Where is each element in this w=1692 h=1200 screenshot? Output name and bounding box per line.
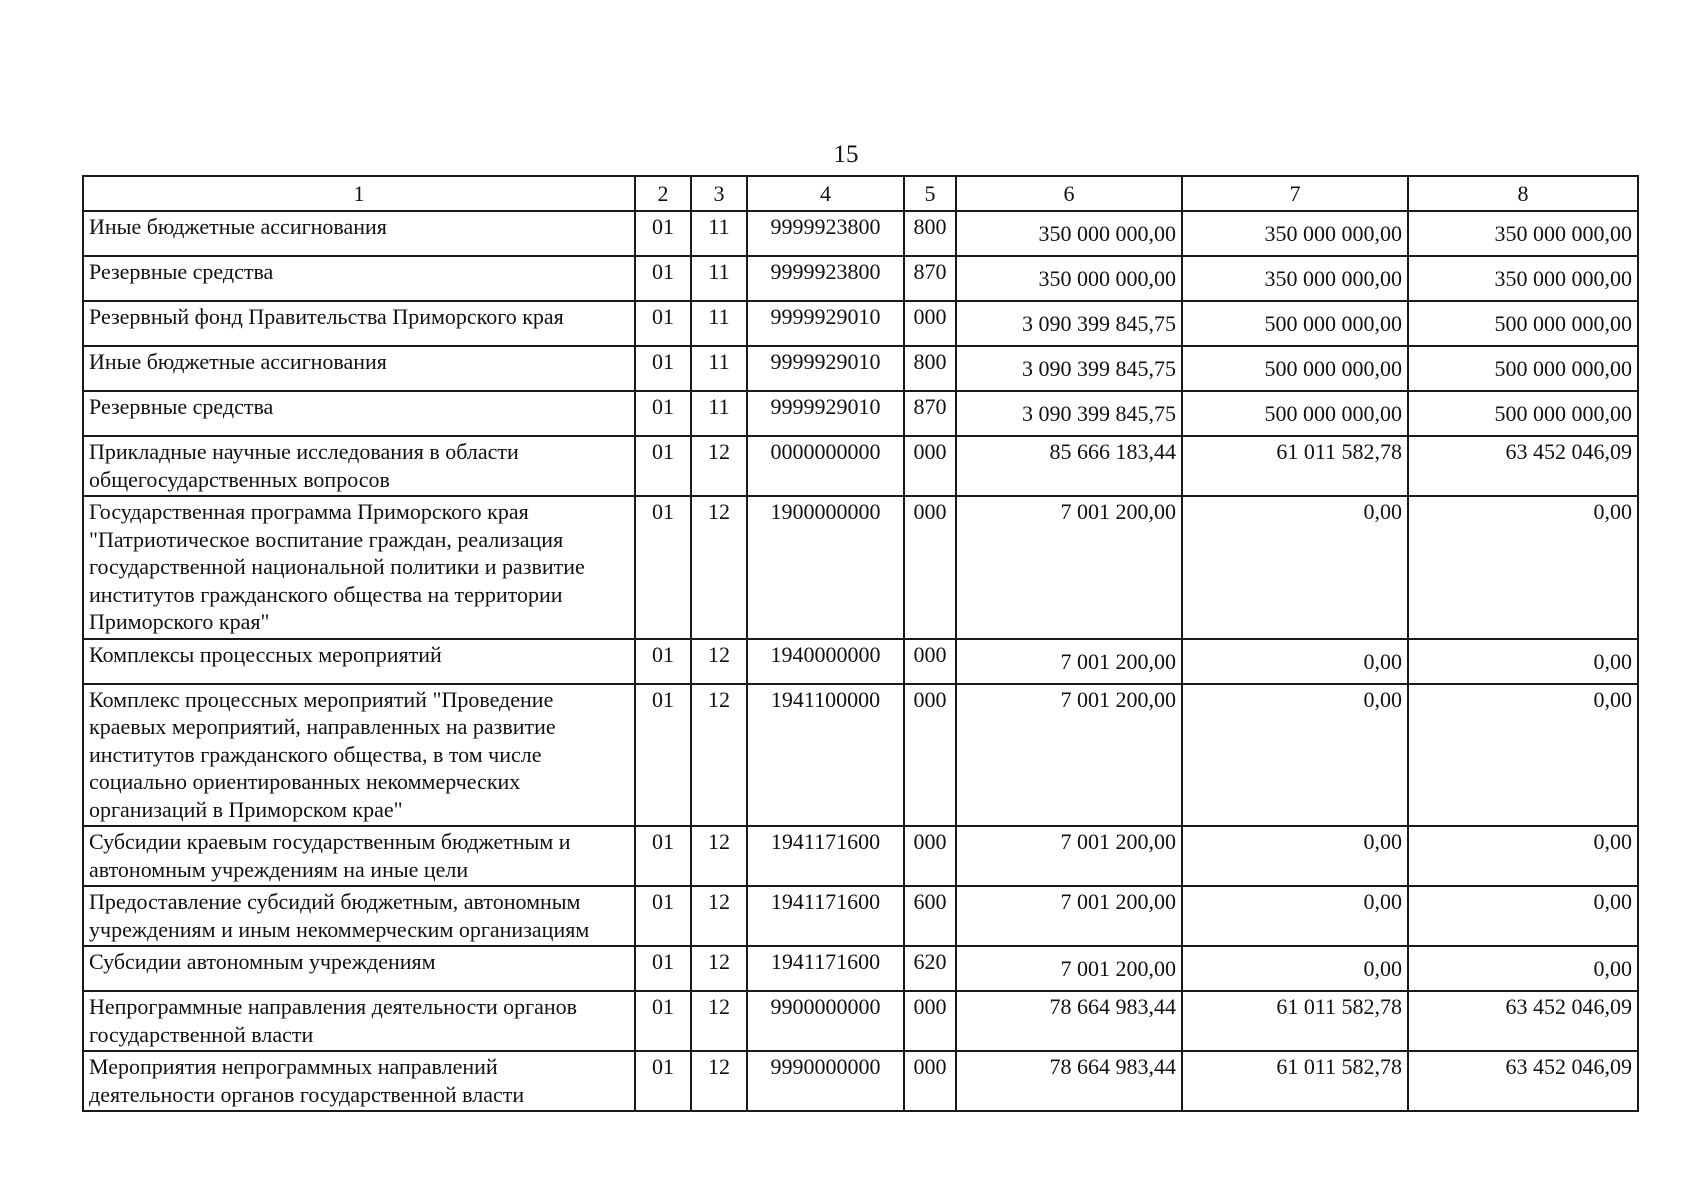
row-name: Комплексы процессных мероприятий <box>83 639 635 684</box>
row-expense-type-code: 000 <box>904 991 956 1051</box>
row-name: Резервный фонд Правительства Приморского края <box>83 301 635 346</box>
row-subsection-code: 11 <box>691 211 747 256</box>
header-col-6: 6 <box>956 176 1182 211</box>
table-row <box>83 1051 1638 1111</box>
row-section-code: 01 <box>635 496 691 639</box>
table-header <box>83 176 1638 211</box>
row-expense-type-code: 000 <box>904 496 956 639</box>
row-section-code: 01 <box>635 639 691 684</box>
row-expense-type-code: 000 <box>904 684 956 827</box>
row-amount-col8: 500 000 000,00 <box>1408 346 1638 391</box>
row-amount-col6: 3 090 399 845,75 <box>956 346 1182 391</box>
header-col-7: 7 <box>1182 176 1408 211</box>
row-amount-col8: 63 452 046,09 <box>1408 1051 1638 1111</box>
row-amount-col6: 7 001 200,00 <box>956 826 1182 886</box>
row-section-code: 01 <box>635 946 691 991</box>
table-row <box>83 436 1638 496</box>
row-subsection-code: 12 <box>691 684 747 827</box>
row-target-code: 9990000000 <box>747 1051 904 1111</box>
budget-table <box>82 175 1639 1112</box>
row-subsection-code: 11 <box>691 346 747 391</box>
header-col-5: 5 <box>904 176 956 211</box>
row-amount-col8: 350 000 000,00 <box>1408 256 1638 301</box>
row-subsection-code: 12 <box>691 991 747 1051</box>
row-expense-type-code: 000 <box>904 826 956 886</box>
row-amount-col8: 0,00 <box>1408 684 1638 827</box>
row-expense-type-code: 870 <box>904 256 956 301</box>
row-amount-col6: 78 664 983,44 <box>956 1051 1182 1111</box>
row-amount-col6: 85 666 183,44 <box>956 436 1182 496</box>
row-name: Государственная программа Приморского края "Патриотическое воспитание граждан, реализация государственной национальной политики и развитие институтов гражданского общества на территории Приморского края" <box>83 496 635 639</box>
row-amount-col7: 0,00 <box>1182 639 1408 684</box>
header-col-2: 2 <box>635 176 691 211</box>
row-expense-type-code: 620 <box>904 946 956 991</box>
row-subsection-code: 12 <box>691 639 747 684</box>
row-expense-type-code: 600 <box>904 886 956 946</box>
table-row <box>83 886 1638 946</box>
row-expense-type-code: 000 <box>904 1051 956 1111</box>
row-target-code: 1900000000 <box>747 496 904 639</box>
row-amount-col8: 0,00 <box>1408 496 1638 639</box>
row-name: Резервные средства <box>83 391 635 436</box>
row-subsection-code: 11 <box>691 301 747 346</box>
row-amount-col7: 61 011 582,78 <box>1182 436 1408 496</box>
row-target-code: 1941100000 <box>747 684 904 827</box>
row-target-code: 0000000000 <box>747 436 904 496</box>
row-section-code: 01 <box>635 826 691 886</box>
row-amount-col7: 0,00 <box>1182 946 1408 991</box>
row-amount-col6: 3 090 399 845,75 <box>956 391 1182 436</box>
row-amount-col6: 350 000 000,00 <box>956 256 1182 301</box>
row-target-code: 1941171600 <box>747 946 904 991</box>
row-subsection-code: 12 <box>691 886 747 946</box>
row-name: Субсидии краевым государственным бюджетным и автономным учреждениям на иные цели <box>83 826 635 886</box>
header-col-3: 3 <box>691 176 747 211</box>
row-amount-col8: 0,00 <box>1408 639 1638 684</box>
row-amount-col8: 500 000 000,00 <box>1408 301 1638 346</box>
row-section-code: 01 <box>635 436 691 496</box>
row-name: Иные бюджетные ассигнования <box>83 346 635 391</box>
row-subsection-code: 12 <box>691 946 747 991</box>
table-row <box>83 639 1638 684</box>
row-section-code: 01 <box>635 1051 691 1111</box>
row-amount-col7: 0,00 <box>1182 886 1408 946</box>
table-row <box>83 301 1638 346</box>
row-target-code: 1940000000 <box>747 639 904 684</box>
row-section-code: 01 <box>635 391 691 436</box>
row-subsection-code: 12 <box>691 1051 747 1111</box>
row-amount-col7: 0,00 <box>1182 496 1408 639</box>
row-amount-col6: 7 001 200,00 <box>956 886 1182 946</box>
header-row <box>83 176 1638 211</box>
row-section-code: 01 <box>635 684 691 827</box>
row-amount-col8: 0,00 <box>1408 826 1638 886</box>
row-target-code: 9900000000 <box>747 991 904 1051</box>
row-amount-col8: 0,00 <box>1408 886 1638 946</box>
row-amount-col7: 500 000 000,00 <box>1182 391 1408 436</box>
table-row <box>83 684 1638 827</box>
row-amount-col6: 3 090 399 845,75 <box>956 301 1182 346</box>
row-amount-col6: 7 001 200,00 <box>956 496 1182 639</box>
row-target-code: 1941171600 <box>747 886 904 946</box>
row-amount-col7: 500 000 000,00 <box>1182 346 1408 391</box>
row-expense-type-code: 800 <box>904 346 956 391</box>
table-row <box>83 826 1638 886</box>
row-amount-col6: 7 001 200,00 <box>956 684 1182 827</box>
row-amount-col7: 350 000 000,00 <box>1182 256 1408 301</box>
table-row <box>83 991 1638 1051</box>
header-col-1: 1 <box>83 176 635 211</box>
row-name: Иные бюджетные ассигнования <box>83 211 635 256</box>
table-row <box>83 256 1638 301</box>
row-amount-col6: 7 001 200,00 <box>956 639 1182 684</box>
row-target-code: 1941171600 <box>747 826 904 886</box>
table-row <box>83 946 1638 991</box>
row-amount-col7: 0,00 <box>1182 684 1408 827</box>
row-section-code: 01 <box>635 301 691 346</box>
row-subsection-code: 11 <box>691 256 747 301</box>
row-name: Резервные средства <box>83 256 635 301</box>
row-subsection-code: 12 <box>691 826 747 886</box>
table-row <box>83 211 1638 256</box>
row-target-code: 9999923800 <box>747 256 904 301</box>
row-target-code: 9999929010 <box>747 391 904 436</box>
row-section-code: 01 <box>635 346 691 391</box>
row-amount-col6: 350 000 000,00 <box>956 211 1182 256</box>
row-subsection-code: 12 <box>691 496 747 639</box>
row-target-code: 9999929010 <box>747 301 904 346</box>
row-name: Комплекс процессных мероприятий "Проведение краевых мероприятий, направленных на развитие институтов гражданского общества, в том числе социально ориентированных некоммерческих организаций в Приморском крае" <box>83 684 635 827</box>
row-expense-type-code: 000 <box>904 639 956 684</box>
row-expense-type-code: 000 <box>904 436 956 496</box>
row-amount-col7: 500 000 000,00 <box>1182 301 1408 346</box>
row-section-code: 01 <box>635 991 691 1051</box>
row-name: Прикладные научные исследования в области общегосударственных вопросов <box>83 436 635 496</box>
row-subsection-code: 12 <box>691 436 747 496</box>
row-section-code: 01 <box>635 211 691 256</box>
table-row <box>83 496 1638 639</box>
row-amount-col8: 63 452 046,09 <box>1408 991 1638 1051</box>
row-amount-col8: 350 000 000,00 <box>1408 211 1638 256</box>
row-amount-col6: 78 664 983,44 <box>956 991 1182 1051</box>
row-amount-col7: 61 011 582,78 <box>1182 1051 1408 1111</box>
header-col-8: 8 <box>1408 176 1638 211</box>
row-name: Предоставление субсидий бюджетным, автономным учреждениям и иным некоммерческим организациям <box>83 886 635 946</box>
row-name: Непрограммные направления деятельности органов государственной власти <box>83 991 635 1051</box>
row-expense-type-code: 800 <box>904 211 956 256</box>
row-expense-type-code: 000 <box>904 301 956 346</box>
table-row <box>83 346 1638 391</box>
row-expense-type-code: 870 <box>904 391 956 436</box>
row-amount-col7: 350 000 000,00 <box>1182 211 1408 256</box>
row-amount-col6: 7 001 200,00 <box>956 946 1182 991</box>
row-target-code: 9999929010 <box>747 346 904 391</box>
table-body <box>83 211 1638 1111</box>
header-col-4: 4 <box>747 176 904 211</box>
row-amount-col7: 61 011 582,78 <box>1182 991 1408 1051</box>
row-section-code: 01 <box>635 886 691 946</box>
row-target-code: 9999923800 <box>747 211 904 256</box>
row-amount-col8: 0,00 <box>1408 946 1638 991</box>
row-section-code: 01 <box>635 256 691 301</box>
row-name: Мероприятия непрограммных направлений деятельности органов государственной власти <box>83 1051 635 1111</box>
row-subsection-code: 11 <box>691 391 747 436</box>
table-row <box>83 391 1638 436</box>
row-amount-col8: 500 000 000,00 <box>1408 391 1638 436</box>
page-number: 15 <box>833 141 859 168</box>
row-amount-col7: 0,00 <box>1182 826 1408 886</box>
row-amount-col8: 63 452 046,09 <box>1408 436 1638 496</box>
row-name: Субсидии автономным учреждениям <box>83 946 635 991</box>
